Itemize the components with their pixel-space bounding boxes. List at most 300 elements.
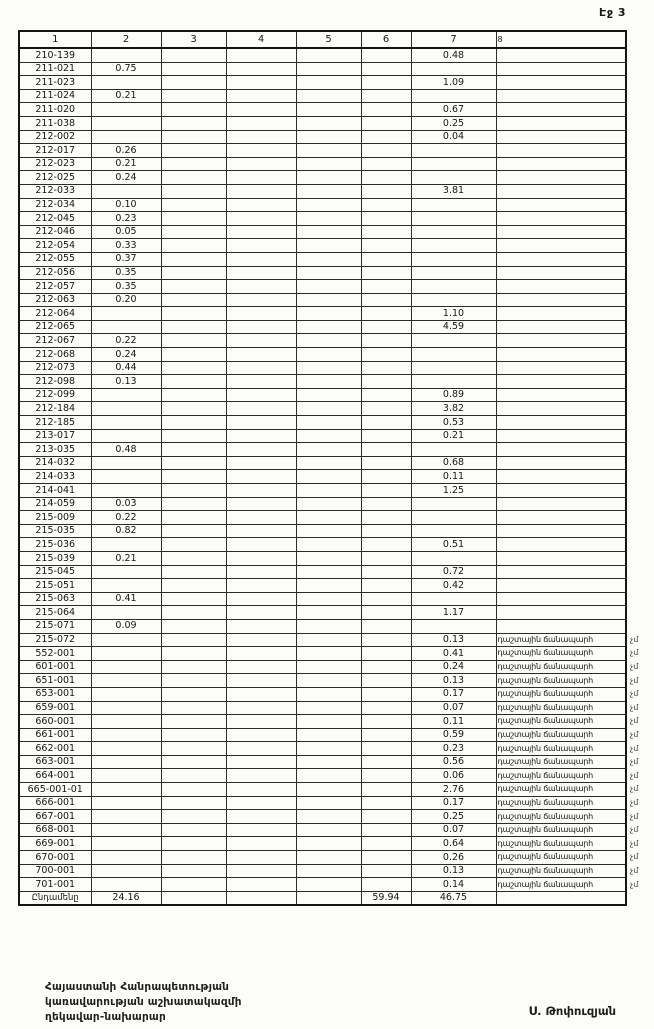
- margin-note: չմ: [630, 743, 639, 753]
- cell-col6: [361, 701, 411, 715]
- cell-col4: [226, 429, 296, 443]
- margin-note: [626, 144, 652, 158]
- column-header: 1: [19, 31, 91, 48]
- cell-col4: [226, 497, 296, 511]
- cell-road-type: [496, 334, 626, 348]
- cell-col7: [411, 144, 496, 158]
- signatory-title-line: Հայաստանի Հանրապետության: [45, 981, 230, 993]
- cell-col2: 0.22: [91, 511, 161, 525]
- cell-col3: [161, 144, 226, 158]
- cell-col3: [161, 633, 226, 647]
- cell-col6: [361, 796, 411, 810]
- margin-note: [626, 348, 652, 362]
- cell-col3: [161, 647, 226, 661]
- cell-col7: 0.13: [411, 864, 496, 878]
- cell-code: 660-001: [19, 715, 91, 729]
- cell-col3: [161, 565, 226, 579]
- margin-note: [626, 565, 652, 579]
- cell-col2: [91, 796, 161, 810]
- cell-col3: [161, 361, 226, 375]
- cell-col3: [161, 742, 226, 756]
- cell-col6: [361, 511, 411, 525]
- signatory-title-line: կառավարության աշխատակազմի: [45, 996, 242, 1009]
- cell-col2: [91, 606, 161, 620]
- column-header: 5: [296, 31, 361, 48]
- cell-col5: [296, 524, 361, 538]
- table-row: [19, 198, 652, 212]
- table-row: [19, 810, 652, 824]
- cell-col2: 0.44: [91, 361, 161, 375]
- cell-col3: [161, 674, 226, 688]
- cell-col2: [91, 416, 161, 430]
- cell-col3: [161, 225, 226, 239]
- cell-col4: [226, 823, 296, 837]
- cell-col5: [296, 606, 361, 620]
- cell-col7: [411, 497, 496, 511]
- cell-col5: [296, 116, 361, 130]
- table-row: [19, 755, 652, 769]
- cell-col3: [161, 280, 226, 294]
- margin-note: [626, 579, 652, 593]
- cell-col5: [296, 62, 361, 76]
- cell-col3: [161, 266, 226, 280]
- margin-note: [626, 551, 652, 565]
- cell-col6: [361, 823, 411, 837]
- cell-col4: [226, 606, 296, 620]
- cell-col6: [361, 280, 411, 294]
- cell-code: 213-017: [19, 429, 91, 443]
- cell-col6: [361, 361, 411, 375]
- margin-note: չմ: [630, 825, 639, 835]
- cell-code: 212-184: [19, 402, 91, 416]
- cell-col7: 0.17: [411, 687, 496, 701]
- cell-col3: [161, 48, 226, 62]
- cell-col4: [226, 184, 296, 198]
- cell-col7: 0.21: [411, 429, 496, 443]
- cell-col6: [361, 783, 411, 797]
- cell-road-type: [496, 375, 626, 389]
- cell-col6: [361, 89, 411, 103]
- cell-col2: [91, 470, 161, 484]
- cell-col5: [296, 184, 361, 198]
- cell-col5: [296, 769, 361, 783]
- cell-code: 212-063: [19, 293, 91, 307]
- cell-col5: [296, 280, 361, 294]
- cell-road-type: [496, 76, 626, 90]
- cell-col7: [411, 89, 496, 103]
- cell-col7: 0.13: [411, 674, 496, 688]
- cell-col5: [296, 660, 361, 674]
- margin-note: [626, 456, 652, 470]
- table-row: [19, 89, 652, 103]
- cell-col2: [91, 388, 161, 402]
- table-row: [19, 62, 652, 76]
- table-row: [19, 864, 652, 878]
- cell-col2: [91, 878, 161, 892]
- cell-road-type: [496, 171, 626, 185]
- cell-col2: [91, 565, 161, 579]
- cell-code: 211-024: [19, 89, 91, 103]
- cell-col7: 0.07: [411, 701, 496, 715]
- cell-col2: 0.82: [91, 524, 161, 538]
- data-table: [18, 30, 653, 906]
- cell-col5: [296, 783, 361, 797]
- header-row: [19, 31, 652, 48]
- table-row: [19, 402, 652, 416]
- table-row: [19, 280, 652, 294]
- cell-code: 212-025: [19, 171, 91, 185]
- cell-col5: [296, 715, 361, 729]
- cell-col4: [226, 116, 296, 130]
- table-row: [19, 484, 652, 498]
- cell-road-type: [496, 48, 626, 62]
- cell-road-type: դաշտային ճանապարհ: [496, 660, 626, 674]
- cell-col5: [296, 484, 361, 498]
- cell-col7: [411, 375, 496, 389]
- cell-col2: [91, 633, 161, 647]
- cell-col3: [161, 307, 226, 321]
- cell-col6: [361, 320, 411, 334]
- cell-col7: 0.48: [411, 48, 496, 62]
- cell-col4: [226, 837, 296, 851]
- cell-col7: 0.59: [411, 728, 496, 742]
- cell-road-type: [496, 239, 626, 253]
- cell-code: 212-034: [19, 198, 91, 212]
- cell-col4: [226, 320, 296, 334]
- table-footer: [19, 891, 652, 905]
- cell-col2: [91, 647, 161, 661]
- cell-col4: [226, 334, 296, 348]
- cell-code: 701-001: [19, 878, 91, 892]
- margin-note: [626, 524, 652, 538]
- cell-col6: [361, 198, 411, 212]
- table-row: [19, 715, 652, 729]
- cell-col3: [161, 334, 226, 348]
- cell-col7: 3.82: [411, 402, 496, 416]
- cell-col4: [226, 89, 296, 103]
- cell-code: 212-033: [19, 184, 91, 198]
- margin-note: չմ: [630, 729, 639, 739]
- cell-road-type: դաշտային ճանապարհ: [496, 851, 626, 865]
- cell-code: 212-098: [19, 375, 91, 389]
- cell-col2: [91, 579, 161, 593]
- cell-road-type: [496, 443, 626, 457]
- cell-col2: 0.13: [91, 375, 161, 389]
- cell-col5: [296, 293, 361, 307]
- cell-col2: [91, 687, 161, 701]
- margin-note: [626, 266, 652, 280]
- cell-col3: [161, 443, 226, 457]
- cell-code: 212-099: [19, 388, 91, 402]
- cell-col4: [226, 266, 296, 280]
- cell-col4: [226, 647, 296, 661]
- cell-col6: [361, 252, 411, 266]
- cell-col3: [161, 416, 226, 430]
- cell-road-type: [496, 212, 626, 226]
- column-header: 8: [496, 31, 626, 48]
- cell-col6: [361, 715, 411, 729]
- cell-col2: [91, 769, 161, 783]
- cell-col7: 0.11: [411, 715, 496, 729]
- cell-road-type: դաշտային ճանապարհ: [496, 633, 626, 647]
- table-row: [19, 144, 652, 158]
- cell-col6: [361, 171, 411, 185]
- cell-col3: [161, 348, 226, 362]
- margin-note: [626, 252, 652, 266]
- cell-road-type: [496, 484, 626, 498]
- cell-col2: 0.21: [91, 89, 161, 103]
- cell-col3: [161, 239, 226, 253]
- cell-road-type: [496, 470, 626, 484]
- cell-col4: [226, 416, 296, 430]
- margin-note: [626, 402, 652, 416]
- table-row: [19, 239, 652, 253]
- cell-col2: 0.10: [91, 198, 161, 212]
- cell-col4: [226, 755, 296, 769]
- cell-road-type: դաշտային ճանապարհ: [496, 810, 626, 824]
- cell-col4: [226, 103, 296, 117]
- column-header: 3: [161, 31, 226, 48]
- cell-col6: [361, 456, 411, 470]
- cell-col5: [296, 198, 361, 212]
- cell-col5: [296, 157, 361, 171]
- cell-col6: [361, 76, 411, 90]
- cell-col6: [361, 239, 411, 253]
- table-row: [19, 348, 652, 362]
- cell-col4: [226, 565, 296, 579]
- table-row: [19, 660, 652, 674]
- table-row: [19, 524, 652, 538]
- margin-note: չմ: [630, 702, 639, 712]
- cell-col6: [361, 538, 411, 552]
- cell-col6: [361, 837, 411, 851]
- cell-col3: [161, 755, 226, 769]
- margin-note: [626, 130, 652, 144]
- margin-note: [626, 619, 652, 633]
- cell-col3: [161, 171, 226, 185]
- cell-col2: 0.03: [91, 497, 161, 511]
- cell-col4: [226, 674, 296, 688]
- margin-note: չմ: [630, 662, 639, 672]
- cell-road-type: [496, 144, 626, 158]
- cell-col6: [361, 864, 411, 878]
- cell-col3: [161, 89, 226, 103]
- cell-code: 212-045: [19, 212, 91, 226]
- cell-col6: [361, 157, 411, 171]
- table-row: [19, 130, 652, 144]
- cell-code: 212-056: [19, 266, 91, 280]
- cell-road-type: [496, 280, 626, 294]
- table-row: [19, 674, 652, 688]
- cell-road-type: [496, 348, 626, 362]
- cell-code: 211-023: [19, 76, 91, 90]
- cell-col6: [361, 674, 411, 688]
- cell-col4: [226, 388, 296, 402]
- margin-note: [626, 103, 652, 117]
- cell-code: 215-035: [19, 524, 91, 538]
- cell-col3: [161, 456, 226, 470]
- cell-col3: [161, 619, 226, 633]
- cell-col4: [226, 851, 296, 865]
- margin-note: [626, 157, 652, 171]
- cell-col3: [161, 62, 226, 76]
- margin-note: չմ: [630, 770, 639, 780]
- cell-col2: [91, 456, 161, 470]
- cell-col7: 0.56: [411, 755, 496, 769]
- cell-col3: [161, 184, 226, 198]
- cell-col4: [226, 878, 296, 892]
- margin-note: [626, 225, 652, 239]
- cell-col5: [296, 76, 361, 90]
- cell-col6: [361, 660, 411, 674]
- cell-col7: [411, 171, 496, 185]
- cell-col7: 0.04: [411, 130, 496, 144]
- cell-col3: [161, 293, 226, 307]
- margin-note: չմ: [630, 757, 639, 767]
- cell-col6: [361, 524, 411, 538]
- cell-col6: [361, 212, 411, 226]
- cell-col6: [361, 484, 411, 498]
- table-row: [19, 769, 652, 783]
- cell-col7: [411, 157, 496, 171]
- cell-col7: [411, 443, 496, 457]
- cell-col5: [296, 334, 361, 348]
- cell-col5: [296, 592, 361, 606]
- cell-col2: 0.22: [91, 334, 161, 348]
- total-col2: 24.16: [91, 891, 161, 905]
- table-row: [19, 823, 652, 837]
- table-row: [19, 647, 652, 661]
- cell-col3: [161, 796, 226, 810]
- cell-code: 552-001: [19, 647, 91, 661]
- cell-col4: [226, 742, 296, 756]
- table-row: [19, 592, 652, 606]
- cell-col3: [161, 76, 226, 90]
- cell-code: 214-033: [19, 470, 91, 484]
- cell-col7: 1.09: [411, 76, 496, 90]
- cell-road-type: [496, 565, 626, 579]
- margin-note: չմ: [630, 852, 639, 862]
- cell-col5: [296, 579, 361, 593]
- cell-col5: [296, 225, 361, 239]
- cell-road-type: դաշտային ճանապարհ: [496, 742, 626, 756]
- cell-col5: [296, 443, 361, 457]
- cell-road-type: [496, 198, 626, 212]
- cell-col2: [91, 402, 161, 416]
- margin-note: [626, 361, 652, 375]
- cell-col5: [296, 266, 361, 280]
- cell-col6: [361, 851, 411, 865]
- cell-col5: [296, 823, 361, 837]
- cell-road-type: դաշտային ճանապարհ: [496, 864, 626, 878]
- cell-col7: 1.25: [411, 484, 496, 498]
- cell-col2: 0.21: [91, 551, 161, 565]
- margin-note: չմ: [630, 634, 639, 644]
- margin-note: չմ: [630, 879, 639, 889]
- margin-note: չմ: [630, 838, 639, 848]
- margin-note: չմ: [630, 811, 639, 821]
- cell-col5: [296, 212, 361, 226]
- cell-col7: 3.81: [411, 184, 496, 198]
- cell-col4: [226, 252, 296, 266]
- cell-road-type: [496, 293, 626, 307]
- table-row: [19, 837, 652, 851]
- total-col7: 46.75: [411, 891, 496, 905]
- cell-col3: [161, 484, 226, 498]
- table-row: [19, 728, 652, 742]
- cell-road-type: դաշտային ճանապարհ: [496, 715, 626, 729]
- cell-col3: [161, 375, 226, 389]
- column-header: 4: [226, 31, 296, 48]
- cell-col5: [296, 755, 361, 769]
- cell-code: 212-023: [19, 157, 91, 171]
- cell-road-type: դաշտային ճանապարհ: [496, 701, 626, 715]
- cell-col2: [91, 130, 161, 144]
- cell-col4: [226, 130, 296, 144]
- cell-col7: 0.11: [411, 470, 496, 484]
- cell-col6: [361, 130, 411, 144]
- cell-col7: 0.42: [411, 579, 496, 593]
- cell-col5: [296, 429, 361, 443]
- cell-code: 215-063: [19, 592, 91, 606]
- table-row: [19, 252, 652, 266]
- cell-col7: [411, 511, 496, 525]
- cell-col5: [296, 810, 361, 824]
- cell-col5: [296, 89, 361, 103]
- table-row: [19, 116, 652, 130]
- cell-code: 214-032: [19, 456, 91, 470]
- cell-col6: [361, 728, 411, 742]
- cell-col7: 0.07: [411, 823, 496, 837]
- margin-note: [626, 606, 652, 620]
- cell-code: 664-001: [19, 769, 91, 783]
- cell-code: 653-001: [19, 687, 91, 701]
- cell-col6: [361, 878, 411, 892]
- table-row: [19, 538, 652, 552]
- cell-col4: [226, 198, 296, 212]
- cell-road-type: [496, 388, 626, 402]
- cell-road-type: [496, 130, 626, 144]
- cell-col4: [226, 456, 296, 470]
- cell-col4: [226, 48, 296, 62]
- cell-col2: [91, 429, 161, 443]
- cell-col6: [361, 62, 411, 76]
- cell-col4: [226, 375, 296, 389]
- margin-spacer: [626, 891, 652, 905]
- cell-col2: [91, 851, 161, 865]
- table-row: [19, 429, 652, 443]
- cell-col5: [296, 252, 361, 266]
- cell-col4: [226, 144, 296, 158]
- cell-road-type: [496, 307, 626, 321]
- cell-col7: 0.53: [411, 416, 496, 430]
- margin-note: չմ: [630, 689, 639, 699]
- cell-code: 212-185: [19, 416, 91, 430]
- cell-road-type: [496, 116, 626, 130]
- table-row: [19, 701, 652, 715]
- table-row: [19, 171, 652, 185]
- cell-code: 212-073: [19, 361, 91, 375]
- cell-col3: [161, 878, 226, 892]
- cell-col2: [91, 823, 161, 837]
- table-row: [19, 633, 652, 647]
- cell-code: 666-001: [19, 796, 91, 810]
- margin-note: [626, 76, 652, 90]
- cell-col6: [361, 633, 411, 647]
- cell-road-type: [496, 551, 626, 565]
- cell-col7: 0.51: [411, 538, 496, 552]
- cell-road-type: [496, 538, 626, 552]
